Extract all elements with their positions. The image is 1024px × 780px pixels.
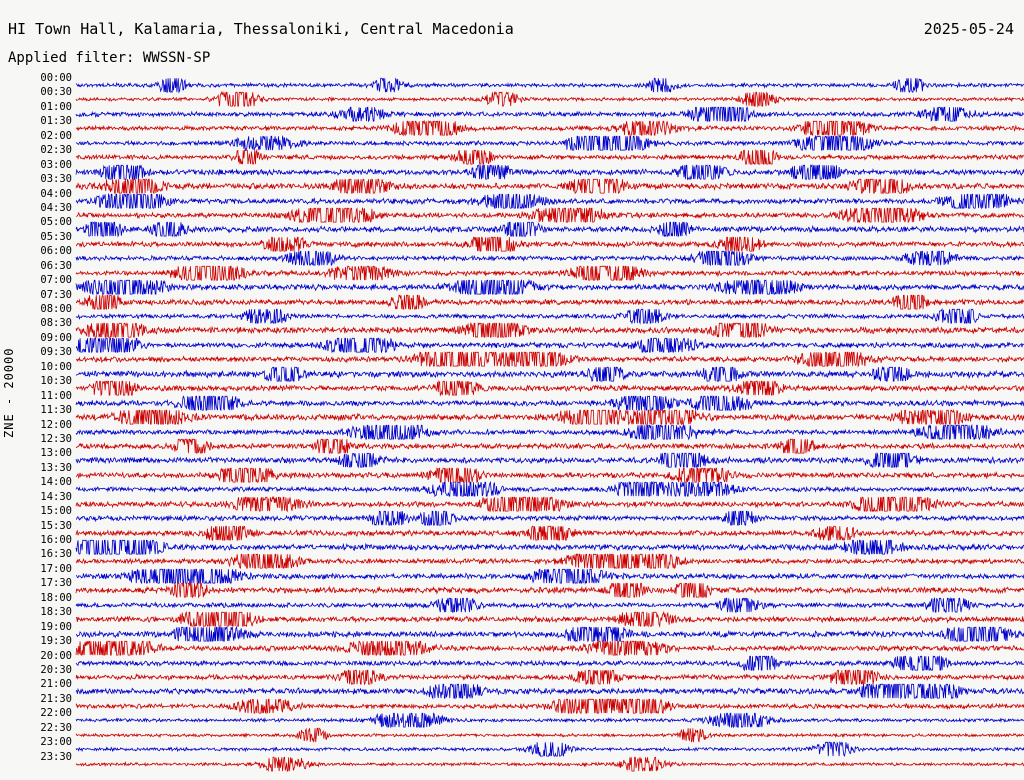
trace-waveform [76, 713, 1024, 727]
trace-row [28, 519, 1024, 540]
trace-waveform [76, 641, 1024, 655]
trace-row [28, 317, 1024, 337]
trace-waveform [76, 323, 1024, 337]
trace-time-label: 15:00 [40, 505, 72, 518]
trace-waveform [76, 526, 1024, 540]
trace-time-label: 10:00 [40, 360, 72, 373]
trace-row [28, 678, 1024, 698]
trace-waveform [76, 194, 1024, 208]
trace-waveform [76, 92, 1024, 106]
trace-waveform [76, 598, 1024, 612]
trace-row [28, 476, 1024, 496]
trace-waveform [76, 367, 1024, 381]
trace-time-label: 19:00 [40, 620, 72, 633]
trace-waveform [76, 670, 1024, 684]
trace-row [28, 663, 1024, 684]
trace-row [28, 534, 1024, 554]
trace-time-label: 16:30 [40, 548, 72, 561]
trace-time-label: 14:00 [40, 476, 72, 489]
trace-time-label: 09:30 [40, 346, 72, 359]
trace-row [28, 620, 1024, 641]
trace-row [28, 505, 1024, 525]
trace-waveform [76, 208, 1024, 222]
trace-row [28, 201, 1024, 222]
trace-time-label: 06:30 [40, 259, 72, 272]
trace-waveform [76, 136, 1024, 150]
trace-waveform [76, 511, 1024, 525]
trace-row [28, 158, 1024, 179]
trace-time-label: 22:30 [40, 721, 72, 734]
trace-time-label: 17:30 [40, 577, 72, 590]
trace-waveform [76, 396, 1024, 410]
trace-row [28, 303, 1024, 323]
trace-row [28, 490, 1024, 511]
trace-time-label: 20:00 [40, 649, 72, 662]
trace-time-label: 21:00 [40, 678, 72, 691]
trace-time-label: 00:30 [40, 86, 72, 99]
trace-waveform [76, 612, 1024, 626]
trace-row [28, 144, 1024, 164]
trace-row [28, 129, 1024, 150]
trace-row [28, 259, 1024, 280]
trace-time-label: 04:00 [40, 187, 72, 200]
trace-waveform [76, 656, 1024, 670]
trace-row [28, 404, 1024, 424]
trace-waveform [76, 627, 1024, 641]
trace-row [28, 562, 1024, 583]
trace-time-label: 09:00 [40, 331, 72, 344]
trace-row [28, 360, 1024, 381]
trace-row [28, 100, 1024, 121]
trace-time-label: 05:30 [40, 230, 72, 243]
trace-time-label: 18:00 [40, 591, 72, 604]
trace-time-label: 17:00 [40, 562, 72, 575]
trace-time-label: 15:30 [40, 519, 72, 532]
trace-time-label: 02:30 [40, 144, 72, 157]
trace-time-label: 10:30 [40, 375, 72, 388]
trace-row [28, 288, 1024, 309]
record-date: 2025-05-24 [923, 20, 1014, 38]
trace-time-label: 04:30 [40, 201, 72, 214]
trace-waveform [76, 266, 1024, 280]
trace-waveform [76, 295, 1024, 309]
trace-row [28, 736, 1024, 756]
trace-waveform [76, 352, 1024, 366]
trace-row [28, 577, 1024, 597]
trace-waveform [76, 554, 1024, 568]
trace-list [28, 72, 1024, 778]
trace-waveform [76, 540, 1024, 554]
applied-filter-label: Applied filter: WWSSN-SP [8, 50, 211, 66]
trace-row [28, 692, 1024, 713]
trace-row [28, 389, 1024, 410]
trace-waveform [76, 497, 1024, 511]
trace-waveform [76, 569, 1024, 583]
page-title: HI Town Hall, Kalamaria, Thessaloniki, Central Macedonia [8, 20, 514, 38]
trace-time-label: 03:00 [40, 158, 72, 171]
trace-waveform [76, 251, 1024, 265]
trace-time-label: 01:30 [40, 115, 72, 128]
trace-row [28, 447, 1024, 467]
y-axis-label: ZNE - 20000 [2, 347, 16, 438]
trace-time-label: 23:30 [40, 750, 72, 763]
trace-time-label: 05:00 [40, 216, 72, 229]
trace-time-label: 13:00 [40, 447, 72, 460]
trace-row [28, 173, 1024, 193]
chart-header [0, 0, 1024, 74]
trace-time-label: 20:30 [40, 663, 72, 676]
trace-waveform [76, 757, 1024, 771]
trace-waveform [76, 150, 1024, 164]
trace-time-label: 07:30 [40, 288, 72, 301]
trace-time-label: 03:30 [40, 173, 72, 186]
trace-waveform [76, 482, 1024, 496]
trace-time-label: 01:00 [40, 100, 72, 113]
trace-row [28, 591, 1024, 612]
trace-waveform [76, 237, 1024, 251]
trace-waveform [76, 425, 1024, 439]
trace-waveform [76, 468, 1024, 482]
trace-row [28, 187, 1024, 208]
trace-waveform [76, 742, 1024, 756]
trace-row [28, 216, 1024, 236]
trace-row [28, 548, 1024, 568]
trace-row [28, 375, 1024, 395]
trace-time-label: 08:30 [40, 317, 72, 330]
trace-time-label: 07:00 [40, 274, 72, 287]
trace-waveform [76, 222, 1024, 236]
trace-time-label: 13:30 [40, 461, 72, 474]
trace-time-label: 12:30 [40, 432, 72, 445]
trace-row [28, 274, 1024, 294]
trace-waveform [76, 439, 1024, 453]
trace-row [28, 606, 1024, 626]
trace-time-label: 14:30 [40, 490, 72, 503]
trace-waveform [76, 78, 1024, 92]
trace-waveform [76, 381, 1024, 395]
trace-row [28, 635, 1024, 655]
trace-time-label: 00:00 [40, 72, 72, 84]
trace-row [28, 649, 1024, 670]
trace-waveform [76, 453, 1024, 467]
trace-waveform [76, 280, 1024, 294]
trace-row [28, 331, 1024, 352]
trace-time-label: 02:00 [40, 129, 72, 142]
trace-row [28, 707, 1024, 727]
trace-row [28, 245, 1024, 265]
trace-row [28, 115, 1024, 135]
trace-time-label: 16:00 [40, 534, 72, 546]
trace-waveform [76, 107, 1024, 121]
trace-row [28, 418, 1024, 439]
trace-time-label: 06:00 [40, 245, 72, 258]
trace-time-label: 22:00 [40, 707, 72, 720]
trace-waveform [76, 165, 1024, 179]
trace-waveform [76, 410, 1024, 424]
trace-row [28, 750, 1024, 771]
trace-row [28, 86, 1024, 106]
trace-waveform [76, 583, 1024, 597]
trace-time-label: 19:30 [40, 635, 72, 648]
helicorder-plot [0, 72, 1024, 778]
trace-waveform [76, 338, 1024, 352]
trace-time-label: 12:00 [40, 418, 72, 431]
trace-time-label: 23:00 [40, 736, 72, 749]
trace-row [28, 346, 1024, 366]
trace-waveform [76, 728, 1024, 742]
trace-waveform [76, 684, 1024, 698]
trace-time-label: 11:30 [40, 404, 72, 417]
trace-row [28, 230, 1024, 251]
trace-time-label: 11:00 [40, 389, 72, 402]
trace-row [28, 72, 1024, 92]
trace-time-label: 21:30 [40, 692, 72, 705]
trace-time-label: 08:00 [40, 303, 72, 315]
trace-row [28, 432, 1024, 453]
trace-time-label: 18:30 [40, 606, 72, 619]
trace-waveform [76, 121, 1024, 135]
trace-row [28, 721, 1024, 742]
trace-row [28, 461, 1024, 482]
trace-waveform [76, 699, 1024, 713]
trace-waveform [76, 179, 1024, 193]
trace-waveform [76, 309, 1024, 323]
